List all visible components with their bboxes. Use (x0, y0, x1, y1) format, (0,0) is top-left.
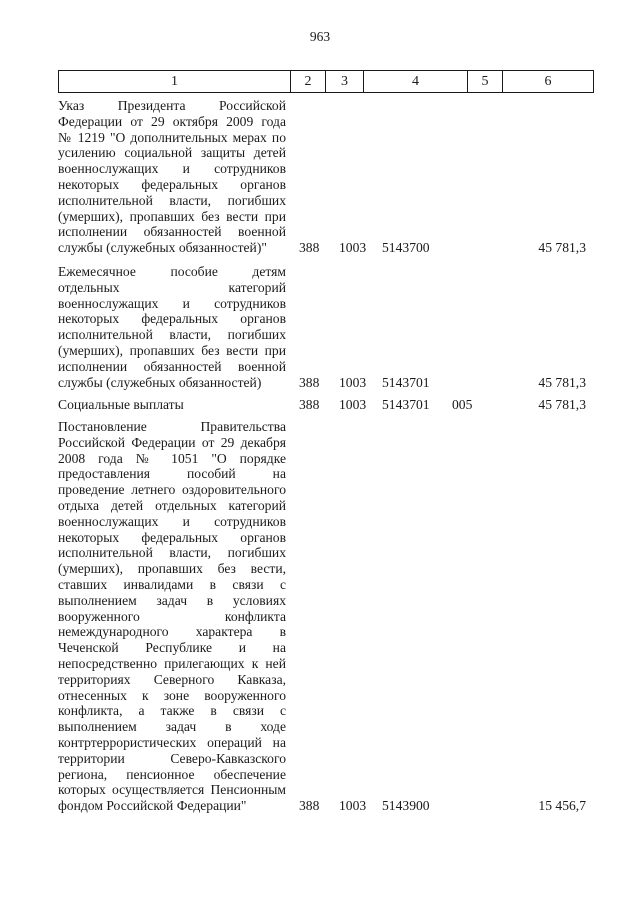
code-col-4: 5143701 (382, 397, 430, 412)
description-line: исполнительной власти, погибших (58, 327, 286, 343)
header-col-5: 5 (468, 70, 503, 93)
amount-value: 45 781,3 (538, 240, 586, 256)
code-col-2: 388 (299, 374, 320, 390)
description-line: которых осуществляется Пенсионным (58, 782, 286, 798)
description-line: региона, пенсионное обеспечение (58, 766, 286, 782)
code-col-2: 388 (299, 798, 320, 814)
description-line: исполнительной власти, погибших (58, 192, 286, 208)
description-line: территории Северо-Кавказского (58, 750, 286, 766)
description-line: исполнении обязанностей военной (58, 358, 286, 374)
code-col-4: 5143900 (382, 798, 430, 814)
description-line: (умерших), пропавших без вести при (58, 208, 286, 224)
description-line: проведение летнего оздоровительного (58, 482, 286, 498)
description-line: отдыха детей отдельных категорий (58, 497, 286, 513)
amount-value: 45 781,3 (538, 374, 586, 390)
description-line: Указ Президента Российской (58, 98, 286, 113)
header-col-1: 1 (58, 70, 291, 93)
description-line: ставших инвалидами в связи с (58, 576, 286, 592)
code-col-4: 5143701 (382, 374, 430, 390)
description-line: Российской Федерации от 29 декабря (58, 434, 286, 450)
description-line: исполнении обязанностей военной (58, 224, 286, 240)
code-col-4: 5143700 (382, 240, 430, 256)
description-line: некоторых федеральных органов (58, 311, 286, 327)
row-description (58, 397, 286, 413)
description-line: некоторых федеральных органов (58, 176, 286, 192)
description-line: Социальные выплаты (58, 397, 184, 412)
code-col-5: 005 (452, 397, 473, 412)
header-col-6: 6 (503, 70, 594, 93)
description-line: Федерации от 29 октября 2009 года (58, 113, 286, 129)
description-line: отнесенных к зоне вооруженного (58, 687, 286, 703)
description-line: предоставления пособий на (58, 466, 286, 482)
row-description (58, 419, 286, 814)
description-line: исполнительной власти, погибших (58, 545, 286, 561)
description-line: Постановление Правительства (58, 419, 286, 434)
row-description (58, 264, 286, 390)
code-col-2: 388 (299, 397, 320, 412)
code-col-3: 1003 (339, 798, 367, 814)
description-line: фондом Российской Федерации" (58, 798, 247, 814)
description-line: конфликта, а также в связи с (58, 703, 286, 719)
description-line: службы (служебных обязанностей) (58, 374, 262, 390)
header-col-2: 2 (291, 70, 326, 93)
description-line: 2008 года № 1051 "О порядке (58, 450, 286, 466)
page-number: 963 (309, 29, 331, 44)
description-line: Ежемесячное пособие детям (58, 264, 286, 279)
description-line: вооруженного конфликта (58, 608, 286, 624)
code-col-3: 1003 (339, 374, 367, 390)
description-line: военнослужащих и сотрудников (58, 295, 286, 311)
description-line: непосредственно прилегающих к ней (58, 655, 286, 671)
description-line: (умерших), пропавших без вести при (58, 342, 286, 358)
description-line: территориях Северного Кавказа, (58, 671, 286, 687)
amount-value: 45 781,3 (538, 397, 586, 412)
description-line: усилению социальной защиты детей (58, 145, 286, 161)
description-line: военнослужащих и сотрудников (58, 513, 286, 529)
description-line: выполнением задач в ходе (58, 719, 286, 735)
description-line: некоторых федеральных органов (58, 529, 286, 545)
header-col-4: 4 (364, 70, 468, 93)
row-description (58, 98, 286, 256)
amount-value: 15 456,7 (538, 798, 586, 814)
table-header (58, 70, 594, 93)
description-line: военнослужащих и сотрудников (58, 161, 286, 177)
description-line: службы (служебных обязанностей)" (58, 240, 267, 256)
description-line: отдельных категорий (58, 279, 286, 295)
code-col-3: 1003 (339, 397, 367, 412)
description-line: № 1219 "О дополнительных мерах по (58, 129, 286, 145)
code-col-3: 1003 (339, 240, 367, 256)
description-line: выполнением задач в условиях (58, 592, 286, 608)
description-line: Чеченской Республике и на (58, 640, 286, 656)
description-line: (умерших), пропавших без вести, (58, 561, 286, 577)
description-line: немеждународного характера в (58, 624, 286, 640)
description-line: контртеррористических операций на (58, 734, 286, 750)
header-col-3: 3 (326, 70, 364, 93)
code-col-2: 388 (299, 240, 320, 256)
